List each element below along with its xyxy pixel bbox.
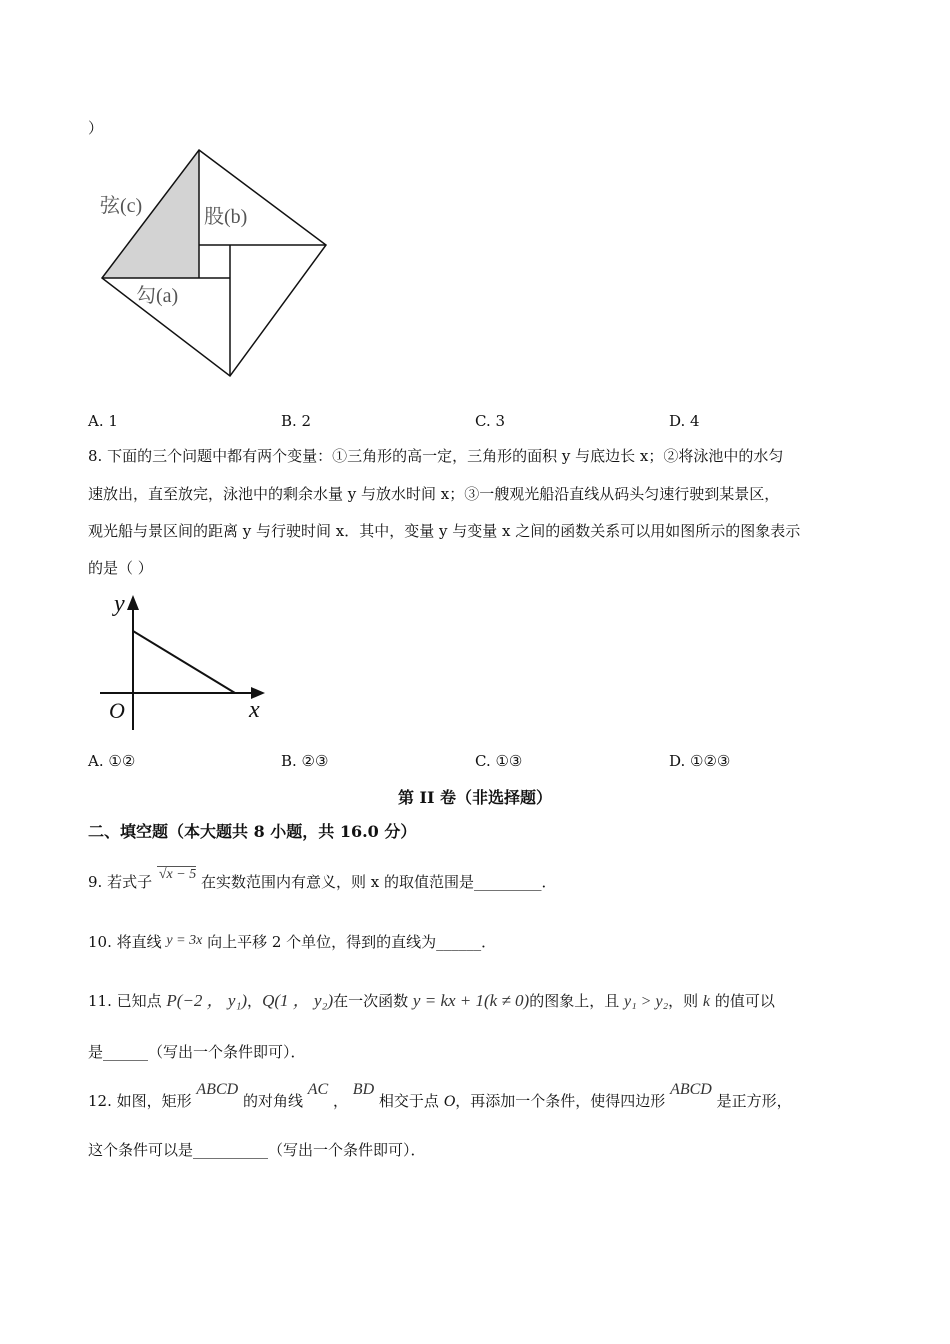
q12-t1: 的对角线	[242, 1092, 303, 1110]
q11-point-p: P(−2 ， y₁)	[166, 991, 248, 1010]
q11-end: 的值可以	[714, 992, 775, 1010]
question-9	[88, 867, 557, 894]
q12-o: O	[443, 1093, 456, 1110]
pythagorean-square-figure	[90, 145, 335, 385]
q12-t5: 是正方形，	[716, 1092, 792, 1110]
part-title: 第 II 卷（非选择题）	[397, 788, 553, 807]
q12-t3: 相交于点	[378, 1092, 439, 1110]
question-8-line-2: 速放出，直至放完，泳池中的剩余水量 y 与放水时间 x；③一艘观光船沿直线从码头匀速行驶到某景区，	[88, 485, 780, 503]
q11-point-q: Q(1 ， y₂)	[262, 991, 334, 1010]
q12-abcd-2: ABCD	[670, 1081, 712, 1098]
q8-option-a: A. ①②	[88, 752, 136, 770]
q12-t2: ，	[333, 1092, 349, 1110]
q8-option-c: C. ①③	[475, 752, 523, 770]
q11-condition: y₁ > y₂	[624, 993, 669, 1010]
y-axis-label: y	[114, 591, 125, 617]
q11-function: y = kx + 1(k ≠ 0)	[412, 991, 530, 1010]
question-8-line-1: 8. 下面的三个问题中都有两个变量：①三角形的高一定，三角形的面积 y 与底边长 x；②将泳池中的水匀	[88, 447, 784, 465]
function-graph	[95, 590, 275, 730]
question-11-line-1	[88, 991, 775, 1012]
q11-mid3: ，则	[668, 992, 699, 1010]
q10-line-expression: y = 3x	[166, 933, 203, 948]
q8-option-d: D. ①②③	[669, 752, 731, 770]
q12-t4: ，再添加一个条件，使得四边形	[455, 1092, 666, 1110]
q11-mid2: 的图象上，且	[529, 992, 620, 1010]
q12-abcd: ABCD	[196, 1081, 239, 1098]
question-8-line-4: 的是（ ）	[88, 559, 153, 577]
label-xian: 弦(c)	[100, 195, 143, 217]
q10-suffix: 向上平移 2 个单位，得到的直线为______．	[207, 933, 497, 951]
q11-sep: ，	[247, 992, 263, 1010]
q11-k: k	[702, 993, 711, 1010]
x-axis-label: x	[249, 697, 260, 723]
line-segment	[133, 631, 235, 693]
question-11-line-2: 是______（写出一个条件即可）．	[88, 1043, 306, 1061]
question-12-line-1	[88, 1081, 792, 1112]
q11-prefix: 11. 已知点	[88, 992, 162, 1010]
y-axis-arrow	[127, 595, 139, 610]
q7-option-c: C. 3	[475, 412, 506, 430]
q9-sqrt-expression: √x − 5	[158, 867, 197, 882]
section-heading: 二、填空题（本大题共 8 小题，共 16.0 分）	[88, 822, 417, 841]
question-12-line-2: 这个条件可以是__________（写出一个条件即可）．	[88, 1141, 426, 1159]
label-gou: 勾(a)	[136, 285, 179, 307]
q12-bd: BD	[352, 1081, 375, 1098]
q9-suffix: 在实数范围内有意义，则 x 的取值范围是_________．	[201, 873, 557, 891]
q11-mid: 在一次函数	[333, 992, 409, 1010]
q7-option-a: A. 1	[88, 412, 118, 430]
origin-label: O	[109, 698, 125, 723]
question-8-line-3: 观光船与景区间的距离 y 与行驶时间 x．其中，变量 y 与变量 x 之间的函数关系可以用如图所示的图象表示	[88, 522, 801, 540]
question-7-tail: ）	[88, 119, 104, 137]
q8-option-b: B. ②③	[281, 752, 329, 770]
q7-option-b: B. 2	[281, 412, 312, 430]
question-10	[88, 932, 496, 954]
q12-ac: AC	[307, 1081, 329, 1098]
q7-option-d: D. 4	[669, 412, 700, 430]
q10-prefix: 10. 将直线	[88, 933, 162, 951]
q9-prefix: 9. 若式子	[88, 873, 153, 891]
label-gu: 股(b)	[204, 206, 248, 228]
q12-prefix: 12. 如图，矩形	[88, 1092, 192, 1110]
